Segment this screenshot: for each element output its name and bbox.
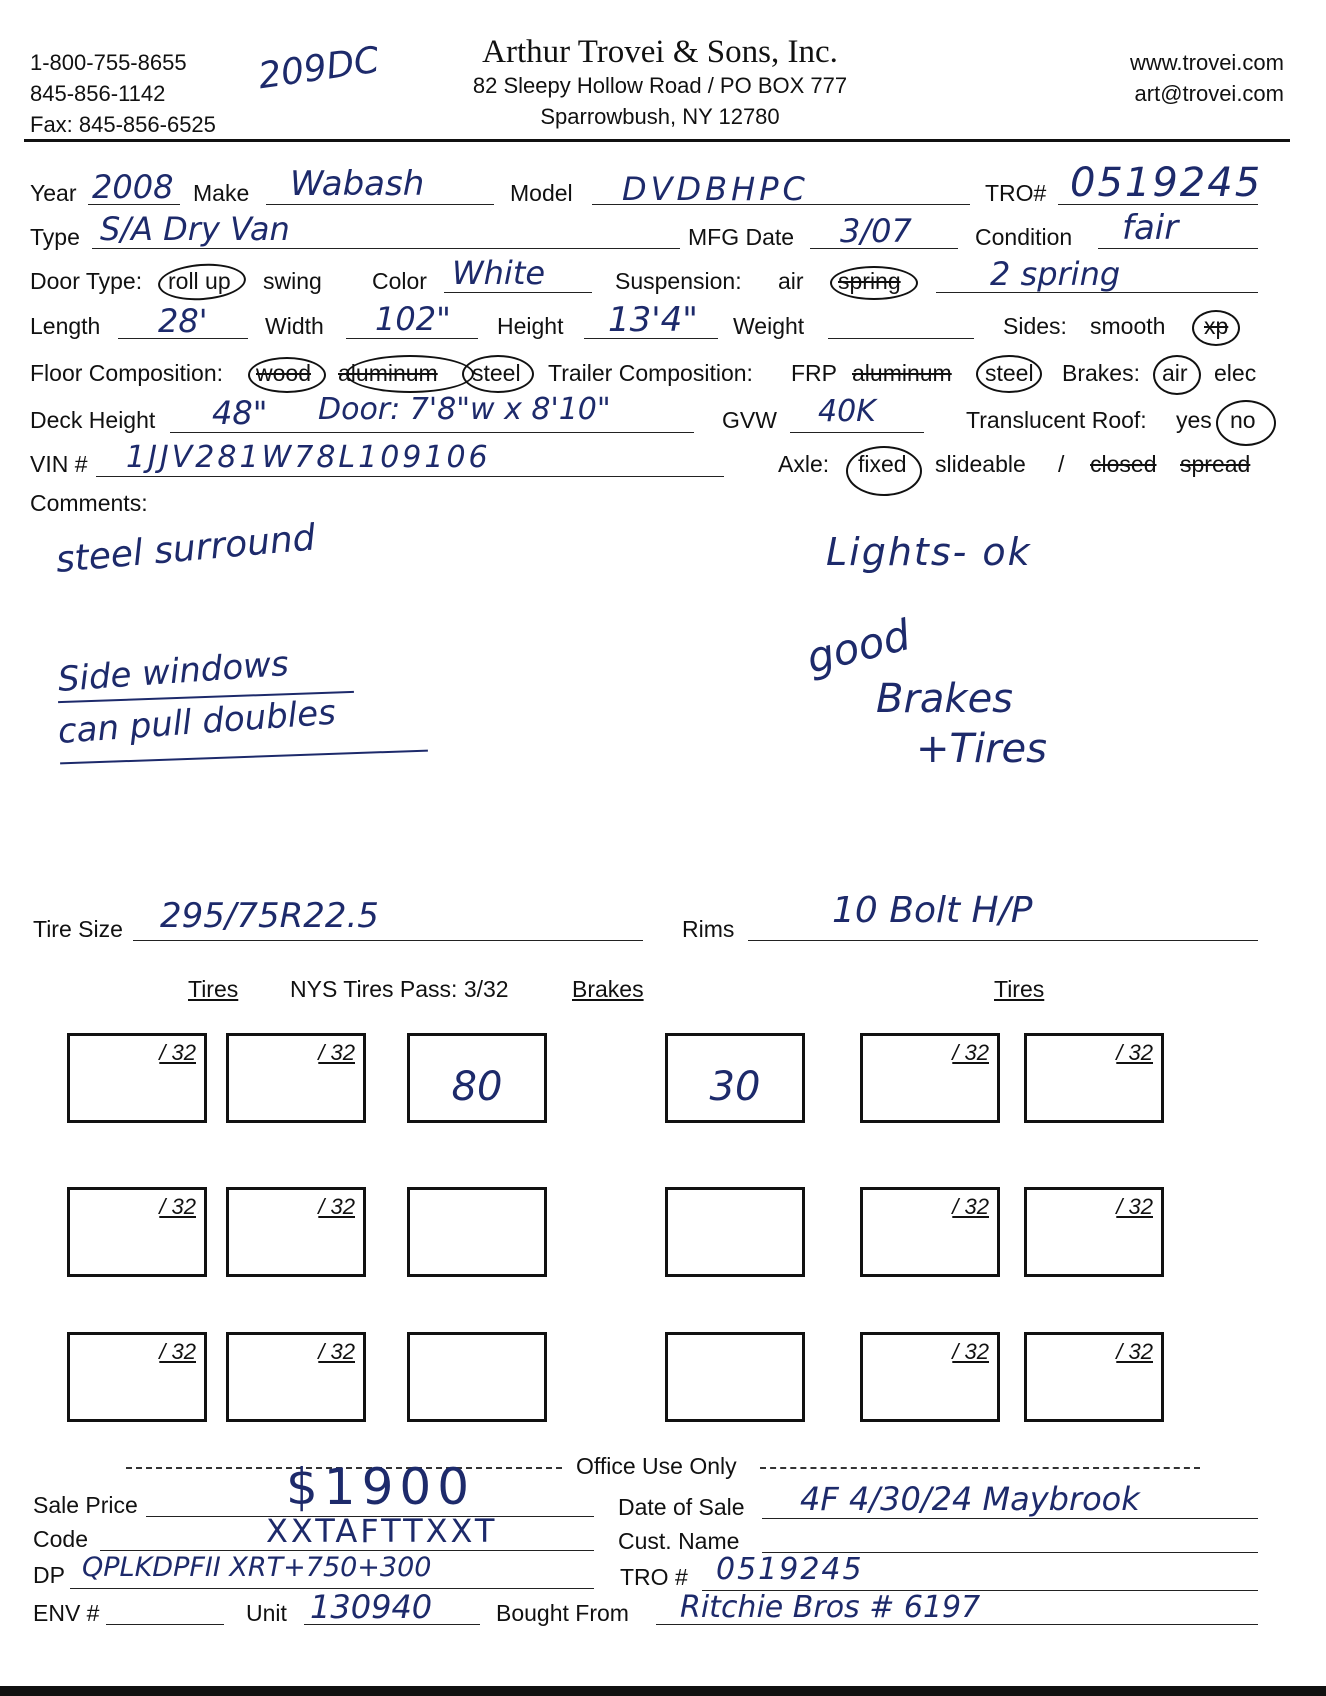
rims-label: Rims xyxy=(682,916,735,942)
phone-number-1: 1-800-755-8655 xyxy=(30,50,187,75)
model-value[interactable]: DVDBHPC xyxy=(622,170,809,208)
tire-box-r3-l1[interactable] xyxy=(67,1332,207,1422)
tro-value[interactable]: 0519245 xyxy=(1070,160,1263,206)
code-label: Code xyxy=(33,1526,88,1552)
brake-box-r3-right[interactable] xyxy=(665,1332,805,1422)
comment-good[interactable]: good xyxy=(801,610,916,683)
trailer-steel-circle xyxy=(976,355,1042,393)
company-address-2: Sparrowbush, NY 12780 xyxy=(540,104,780,129)
fax-number: Fax: 845-856-6525 xyxy=(30,112,216,137)
axle-option-spread[interactable]: spread xyxy=(1180,451,1251,477)
tire-box-r3-r2[interactable] xyxy=(1024,1332,1164,1422)
page-bottom-edge xyxy=(0,1686,1326,1696)
dp-value[interactable]: QPLKDPFII XRT+750+300 xyxy=(82,1552,432,1583)
tire-fraction: / 32 xyxy=(1116,1194,1153,1219)
tire-size-line xyxy=(133,940,643,941)
axle-option-closed[interactable]: closed xyxy=(1090,451,1157,477)
length-label: Length xyxy=(30,313,101,339)
tire-box-r1-l2[interactable] xyxy=(226,1033,366,1123)
condition-label: Condition xyxy=(975,224,1073,250)
floor-steel-circle xyxy=(462,355,534,393)
type-label: Type xyxy=(30,224,80,250)
tire-fraction: / 32 xyxy=(318,1040,355,1065)
mfg-date-label: MFG Date xyxy=(688,224,795,250)
type-line xyxy=(92,248,680,249)
floor-option-wood[interactable]: wood xyxy=(256,360,311,386)
company-name: Arthur Trovei & Sons, Inc. xyxy=(482,34,838,70)
axle-label: Axle: xyxy=(778,451,830,477)
year-value[interactable]: 2008 xyxy=(92,168,174,206)
code-value[interactable]: XXTAFTTXXT xyxy=(266,1512,498,1550)
tire-size-label: Tire Size xyxy=(33,916,123,942)
floor-aluminum-circle xyxy=(346,355,474,393)
color-value[interactable]: White xyxy=(452,254,546,292)
axle-option-slideable[interactable]: slideable xyxy=(935,451,1026,477)
floor-composition-label: Floor Composition: xyxy=(30,360,224,386)
gvw-value[interactable]: 40K xyxy=(818,394,876,429)
type-value[interactable]: S/A Dry Van xyxy=(100,210,290,248)
length-value[interactable]: 28' xyxy=(158,302,208,340)
dp-label: DP xyxy=(33,1562,65,1588)
tire-box-r1-r2[interactable] xyxy=(1024,1033,1164,1123)
office-use-heading: Office Use Only xyxy=(576,1453,737,1479)
axle-fixed-circle xyxy=(846,446,922,496)
condition-line xyxy=(1098,248,1258,249)
company-email[interactable]: art@trovei.com xyxy=(1134,81,1284,106)
vin-line xyxy=(96,476,724,477)
vin-value[interactable]: 1JJV281W78L109106 xyxy=(126,440,491,475)
bought-from-value[interactable]: Ritchie Bros # 6197 xyxy=(680,1590,981,1625)
tire-fraction: / 32 xyxy=(318,1194,355,1219)
roof-option-no[interactable]: no xyxy=(1230,407,1256,433)
tire-fraction: / 32 xyxy=(159,1339,196,1364)
tire-size-value[interactable]: 295/75R22.5 xyxy=(160,896,379,936)
tire-box-r3-l2[interactable] xyxy=(226,1332,366,1422)
col-header-brakes: Brakes xyxy=(572,976,644,1002)
suspension-option-spring[interactable]: spring xyxy=(838,268,901,294)
brake-box-r2-right[interactable] xyxy=(665,1187,805,1277)
suspension-spring-circle xyxy=(830,266,918,300)
date-of-sale-value[interactable]: 4F 4/30/24 Maybrook xyxy=(800,1480,1140,1518)
brake-box-r3-left[interactable] xyxy=(407,1332,547,1422)
brakes-label: Brakes: xyxy=(1062,360,1140,386)
brakes-option-air[interactable]: air xyxy=(1162,360,1188,386)
year-label: Year xyxy=(30,180,77,206)
brake-box-r1-right[interactable] xyxy=(665,1033,805,1123)
trailer-composition-label: Trailer Composition: xyxy=(548,360,753,386)
make-line xyxy=(266,204,494,205)
tire-box-r2-r2[interactable] xyxy=(1024,1187,1164,1277)
cust-name-label: Cust. Name xyxy=(618,1528,740,1554)
brake-value: 80 xyxy=(451,1064,503,1110)
roof-no-circle xyxy=(1216,400,1276,446)
color-line xyxy=(444,292,592,293)
width-value[interactable]: 102" xyxy=(375,300,451,338)
header-divider xyxy=(24,139,1290,142)
sides-option-smooth[interactable]: smooth xyxy=(1090,313,1166,339)
brake-box-r2-left[interactable] xyxy=(407,1187,547,1277)
width-line xyxy=(346,338,478,339)
brake-box-r1-left[interactable] xyxy=(407,1033,547,1123)
tire-box-r2-l1[interactable] xyxy=(67,1187,207,1277)
sale-price-label: Sale Price xyxy=(33,1492,138,1518)
nys-tires-pass: NYS Tires Pass: 3/32 xyxy=(290,976,509,1002)
code-line xyxy=(100,1550,594,1551)
trailer-option-frp[interactable]: FRP xyxy=(791,360,837,386)
handwritten-code: 209DC xyxy=(255,39,382,98)
tire-box-r2-l2[interactable] xyxy=(226,1187,366,1277)
unit-value[interactable]: 130940 xyxy=(310,1588,433,1626)
comment-side-windows[interactable]: Side windows xyxy=(56,643,290,700)
vin-label: VIN # xyxy=(30,451,88,477)
tire-fraction: / 32 xyxy=(1116,1040,1153,1065)
brake-value: 30 xyxy=(709,1064,761,1110)
floor-option-steel[interactable]: steel xyxy=(472,360,521,386)
tire-fraction: / 32 xyxy=(159,1194,196,1219)
tro-label: TRO# xyxy=(985,180,1047,206)
tro-office-label: TRO # xyxy=(620,1564,688,1590)
gvw-label: GVW xyxy=(722,407,777,433)
axle-option-fixed[interactable]: fixed xyxy=(858,451,907,477)
weight-line xyxy=(828,338,974,339)
phone-number-2: 845-856-1142 xyxy=(30,81,166,106)
mfg-date-value[interactable]: 3/07 xyxy=(840,212,912,250)
rims-value[interactable]: 10 Bolt H/P xyxy=(832,890,1033,931)
tire-box-r2-r1[interactable] xyxy=(860,1187,1000,1277)
sides-option-xp[interactable]: xp xyxy=(1204,313,1229,339)
axle-separator: / xyxy=(1058,451,1065,477)
model-label: Model xyxy=(510,180,573,206)
make-value[interactable]: Wabash xyxy=(290,164,425,204)
col-header-tires-left: Tires xyxy=(188,976,239,1002)
company-address-1: 82 Sleepy Hollow Road / PO BOX 777 xyxy=(472,73,848,98)
roof-option-yes[interactable]: yes xyxy=(1176,407,1212,433)
width-label: Width xyxy=(265,313,324,339)
sides-xp-circle xyxy=(1192,310,1240,346)
comment-lights-ok[interactable]: Lights- ok xyxy=(826,530,1032,574)
floor-wood-circle xyxy=(248,357,326,393)
tire-box-r3-r1[interactable] xyxy=(860,1332,1000,1422)
make-label: Make xyxy=(193,180,250,206)
sale-price-value[interactable]: $1900 xyxy=(286,1458,476,1516)
comments-label: Comments: xyxy=(30,490,148,516)
office-divider-right xyxy=(760,1467,1200,1469)
company-website[interactable]: www.trovei.com xyxy=(1129,50,1284,75)
comment-steel-surround[interactable]: steel surround xyxy=(54,517,318,581)
suspension-label: Suspension: xyxy=(615,268,742,294)
env-label: ENV # xyxy=(33,1600,100,1626)
deck-height-value[interactable]: 48" xyxy=(212,394,268,432)
tire-box-r1-l1[interactable] xyxy=(67,1033,207,1123)
trailer-option-aluminum[interactable]: aluminum xyxy=(852,360,952,386)
translucent-roof-label: Translucent Roof: xyxy=(966,407,1147,433)
weight-label: Weight xyxy=(733,313,805,339)
floor-option-aluminum[interactable]: aluminum xyxy=(338,360,438,386)
date-of-sale-label: Date of Sale xyxy=(618,1494,745,1520)
comment-underline-2 xyxy=(60,750,428,765)
deck-height-line xyxy=(170,432,694,433)
suspension-option-air[interactable]: air xyxy=(778,268,804,294)
col-header-tires-right: Tires xyxy=(994,976,1045,1002)
tire-fraction: / 32 xyxy=(318,1339,355,1364)
tire-fraction: / 32 xyxy=(952,1339,989,1364)
brakes-option-elec[interactable]: elec xyxy=(1214,360,1257,386)
brakes-air-circle xyxy=(1153,355,1201,395)
comment-can-pull-doubles[interactable]: can pull doubles xyxy=(56,692,338,752)
bought-from-label: Bought From xyxy=(496,1600,629,1626)
suspension-note[interactable]: 2 spring xyxy=(990,255,1121,293)
color-label: Color xyxy=(372,268,427,294)
tire-fraction: / 32 xyxy=(1116,1339,1153,1364)
trailer-option-steel[interactable]: steel xyxy=(985,360,1034,386)
unit-label: Unit xyxy=(246,1600,287,1626)
tire-fraction: / 32 xyxy=(952,1194,989,1219)
rims-line xyxy=(748,940,1258,941)
tire-fraction: / 32 xyxy=(952,1040,989,1065)
comment-brakes[interactable]: Brakes xyxy=(876,676,1014,722)
env-line xyxy=(106,1624,224,1625)
deck-height-label: Deck Height xyxy=(30,407,156,433)
date-of-sale-line xyxy=(762,1518,1258,1519)
door-dimensions-note[interactable]: Door: 7'8"w x 8'10" xyxy=(318,392,611,427)
condition-value[interactable]: fair xyxy=(1122,208,1179,248)
tire-fraction: / 32 xyxy=(159,1040,196,1065)
height-value[interactable]: 13'4" xyxy=(608,300,698,340)
tire-box-r1-r1[interactable] xyxy=(860,1033,1000,1123)
door-type-label: Door Type: xyxy=(30,268,143,294)
door-option-roll-up[interactable]: roll up xyxy=(168,268,231,294)
sides-label: Sides: xyxy=(1003,313,1067,339)
gvw-line xyxy=(790,432,924,433)
height-label: Height xyxy=(497,313,564,339)
comment-tires[interactable]: +Tires xyxy=(916,726,1047,772)
tro-office-value[interactable]: 0519245 xyxy=(716,1552,864,1587)
door-option-swing[interactable]: swing xyxy=(263,268,322,294)
